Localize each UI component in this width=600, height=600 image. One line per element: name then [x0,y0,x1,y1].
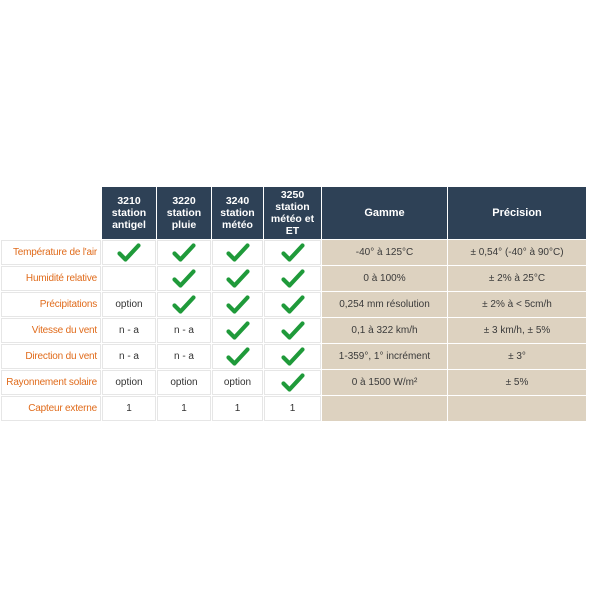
cell-model-3210 [102,344,156,369]
comparison-table-wrapper [0,186,586,422]
station-comparison-table [0,186,587,422]
cell-value: option [115,377,143,388]
corner-cell [1,187,101,239]
cell-model-3250 [264,318,321,343]
check-mark-icon [172,269,196,289]
cell-model-3250 [264,240,321,265]
cell-value: 1 [126,403,132,414]
cell-value: option [170,377,198,388]
cell-precision: ± 3° [448,344,586,369]
cell-model-3250 [264,344,321,369]
cell-gamme [322,396,447,421]
cell-model-3240 [212,292,263,317]
cell-value: n - a [118,325,139,336]
cell-model-3250 [264,370,321,395]
cell-precision: ± 3 km/h, ± 5% [448,318,586,343]
cell-model-3210 [102,318,156,343]
check-mark-icon [281,295,305,315]
cell-model-3220 [157,240,211,265]
cell-model-3220 [157,344,211,369]
table-row [1,292,586,317]
cell-model-3250 [264,292,321,317]
cell-gamme: 0 à 100% [322,266,447,291]
cell-model-3240 [212,318,263,343]
cell-precision: ± 5% [448,370,586,395]
cell-precision [448,396,586,421]
cell-model-3250 [264,396,321,421]
table-row [1,266,586,291]
header-model-3210: 3210 station antigel [102,187,156,239]
cell-model-3240 [212,266,263,291]
check-mark-icon [226,243,250,263]
cell-model-3220 [157,292,211,317]
cell-model-3210 [102,240,156,265]
cell-model-3250 [264,266,321,291]
cell-model-3220 [157,318,211,343]
header-precision: Précision [448,187,586,239]
check-mark-icon [281,243,305,263]
row-label: Rayonnement solaire [1,370,101,395]
cell-value: n - a [173,351,194,362]
cell-precision: ± 2% à 25°C [448,266,586,291]
table-row [1,318,586,343]
cell-value: n - a [173,325,194,336]
check-mark-icon [281,269,305,289]
header-model-3250: 3250 station météo et ET [264,187,321,239]
table-row [1,396,586,421]
cell-value: option [223,377,252,388]
cell-model-3210 [102,292,156,317]
cell-model-3210 [102,266,156,291]
table-row [1,344,586,369]
cell-model-3240 [212,344,263,369]
check-mark-icon [172,295,196,315]
check-mark-icon [226,321,250,341]
table-row [1,240,586,265]
header-model-3220: 3220 station pluie [157,187,211,239]
cell-value: 1 [234,403,241,414]
cell-model-3240 [212,396,263,421]
cell-model-3220 [157,370,211,395]
cell-precision: ± 0,54° (-40° à 90°C) [448,240,586,265]
cell-gamme: -40° à 125°C [322,240,447,265]
row-label: Température de l'air [1,240,101,265]
row-label: Direction du vent [1,344,101,369]
row-label: Précipitations [1,292,101,317]
check-mark-icon [281,321,305,341]
check-mark-icon [281,373,305,393]
table-body [1,240,586,421]
cell-model-3210 [102,396,156,421]
cell-value: 1 [181,403,187,414]
cell-model-3240 [212,370,263,395]
cell-gamme: 1-359°, 1° incrément [322,344,447,369]
check-mark-icon [226,347,250,367]
row-label: Capteur externe [1,396,101,421]
cell-value: n - a [118,351,139,362]
cell-model-3220 [157,266,211,291]
check-mark-icon [226,269,250,289]
cell-model-3240 [212,240,263,265]
cell-gamme: 0 à 1500 W/m² [322,370,447,395]
cell-value: 1 [289,403,296,414]
check-mark-icon [172,243,196,263]
cell-gamme: 0,254 mm résolution [322,292,447,317]
cell-model-3210 [102,370,156,395]
cell-value: option [115,299,143,310]
table-row [1,370,586,395]
cell-model-3220 [157,396,211,421]
row-label: Humidité relative [1,266,101,291]
header-model-3240: 3240 station météo [212,187,263,239]
header-row [1,187,586,239]
check-mark-icon [117,243,141,263]
cell-precision: ± 2% à < 5cm/h [448,292,586,317]
check-mark-icon [226,295,250,315]
check-mark-icon [281,347,305,367]
cell-gamme: 0,1 à 322 km/h [322,318,447,343]
row-label: Vitesse du vent [1,318,101,343]
header-gamme: Gamme [322,187,447,239]
